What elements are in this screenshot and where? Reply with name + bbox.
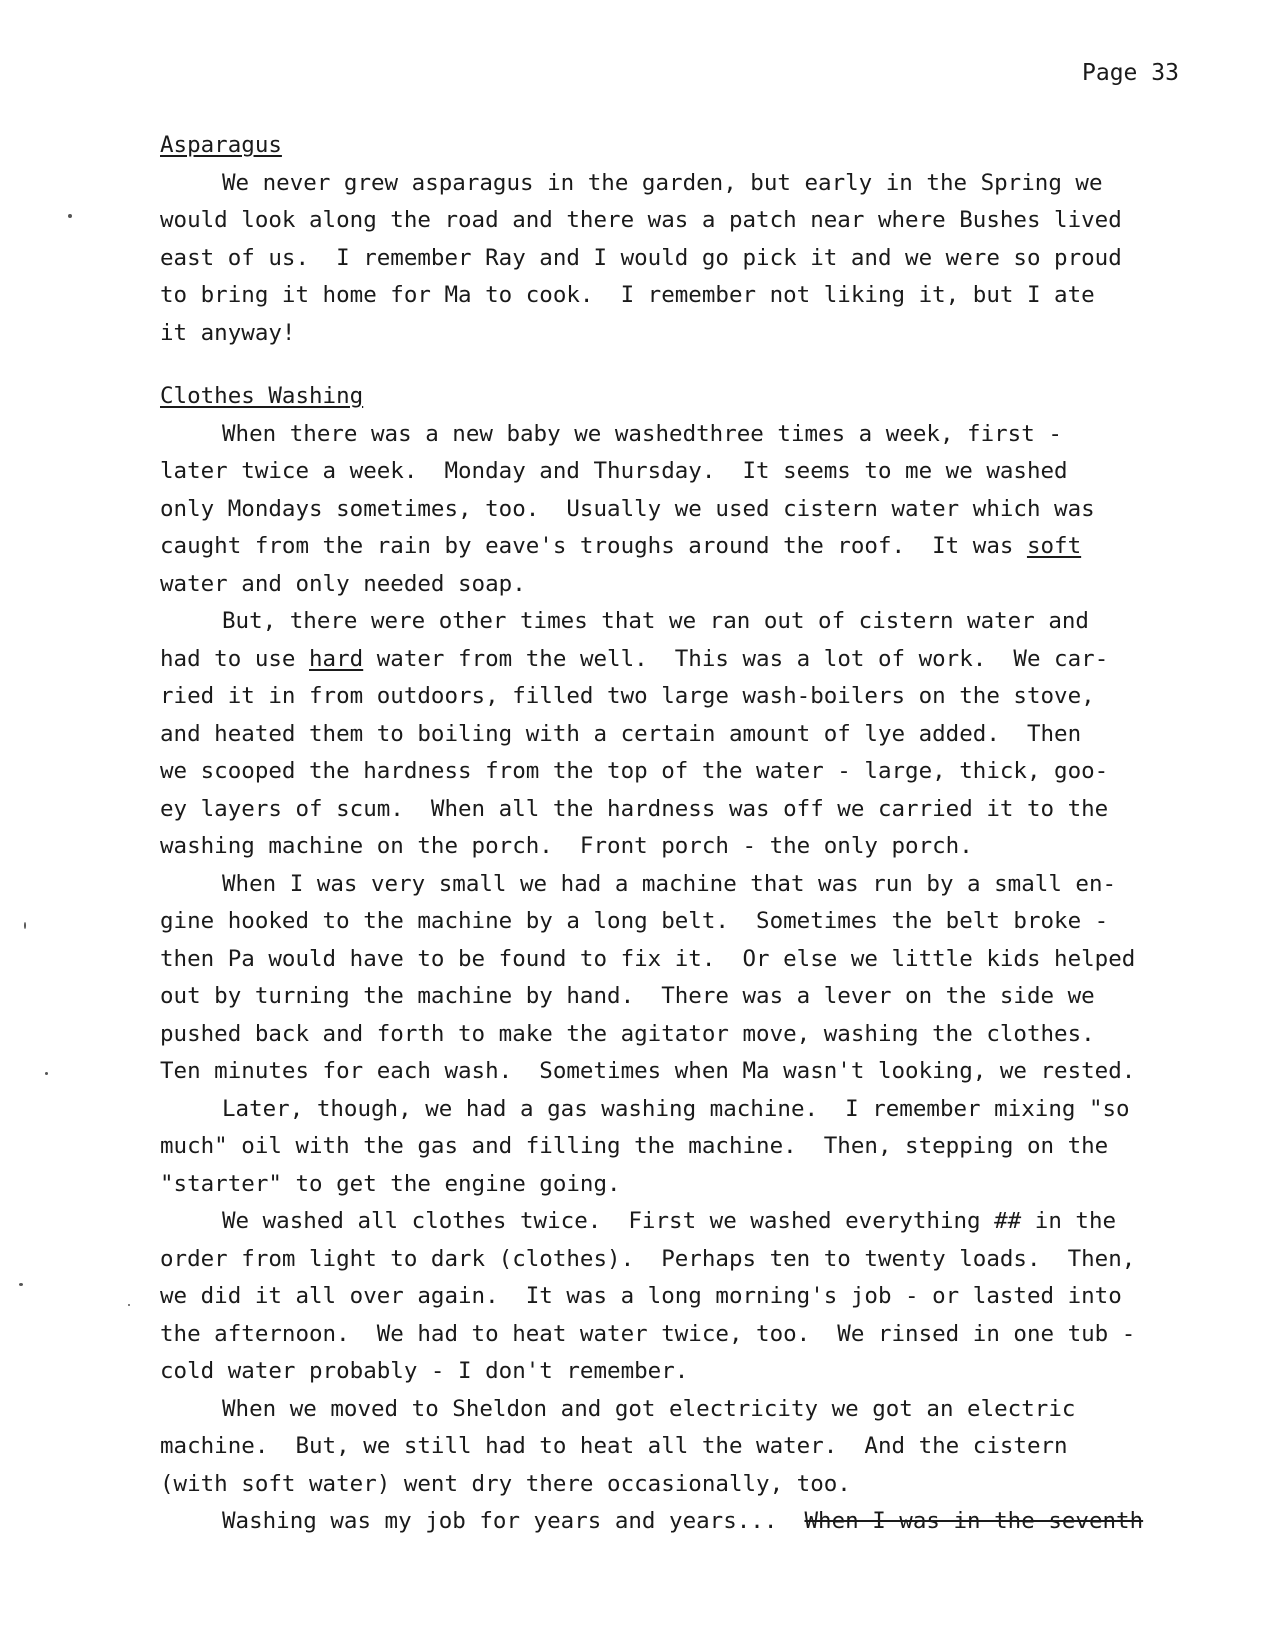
- section-heading: Clothes Washing: [160, 383, 364, 409]
- paragraph-line: the afternoon. We had to heat water twice, too. We rinsed in one tub -: [160, 1320, 1136, 1347]
- struck-out-text: When I was in the seventh: [804, 1508, 1144, 1534]
- section-heading: Asparagus: [160, 132, 282, 158]
- paragraph-line: it anyway!: [160, 319, 296, 346]
- scan-speck: [68, 214, 72, 218]
- paragraph-line: pushed back and forth to make the agitator move, washing the clothes.: [160, 1020, 1095, 1047]
- page-number: Page 33: [1082, 60, 1179, 86]
- line-text: had to use: [160, 645, 310, 672]
- paragraph-line: ey layers of scum. When all the hardness was off we carried it to the: [160, 795, 1109, 822]
- paragraph-line: water and only needed soap.: [160, 570, 526, 597]
- paragraph-line: we did it all over again. It was a long morning's job - or lasted into: [160, 1283, 1122, 1309]
- paragraph-line: much" oil with the gas and filling the machine. Then, stepping on the: [160, 1133, 1109, 1159]
- paragraph-line: [160, 1503, 1240, 1541]
- paragraph-line: would look along the road and there was a patch near where Bushes lived: [160, 207, 1122, 233]
- line-text: water from the well. This was a lot of work. We car-: [363, 645, 1109, 672]
- section-asparagus: [160, 127, 1240, 352]
- paragraph-line: out by turning the machine by hand. There was a lever on the side we: [160, 983, 1095, 1009]
- paragraph-line: ried it in from outdoors, filled two large wash-boilers on the stove,: [160, 683, 1095, 709]
- paragraph-line: When we moved to Sheldon and got electricity we got an electric: [222, 1395, 1076, 1422]
- paragraph-line: We washed all clothes twice. First we washed everything ## in the: [222, 1208, 1117, 1234]
- scan-speck: [45, 1072, 48, 1075]
- paragraph-line: gine hooked to the machine by a long belt. Sometimes the belt broke -: [160, 908, 1109, 934]
- paragraph-line: [160, 641, 1240, 679]
- underlined-word: soft: [1026, 533, 1082, 559]
- paragraph-line: When there was a new baby we washedthree times a week, first -: [222, 420, 1062, 447]
- scan-speck: [24, 922, 26, 929]
- paragraph-line: and heated them to boiling with a certain amount of lye added. Then: [160, 720, 1082, 747]
- paragraph-line: We never grew asparagus in the garden, but early in the Spring we: [222, 169, 1103, 196]
- paragraph-line: cold water probably - I don't remember.: [160, 1358, 689, 1384]
- paragraph-line: to bring it home for Ma to cook. I remember not liking it, but I ate: [160, 282, 1095, 308]
- underlined-word: hard: [309, 645, 364, 672]
- paragraph-line: washing machine on the porch. Front porch - the only porch.: [160, 833, 973, 859]
- paragraph-line: Later, though, we had a gas washing machine. I remember mixing "so: [222, 1095, 1130, 1122]
- paragraph-line: When I was very small we had a machine that was run by a small en-: [222, 870, 1117, 897]
- section-clothes-washing: [160, 378, 1240, 1541]
- paragraph-line: "starter" to get the engine going.: [160, 1170, 621, 1197]
- paragraph-line: order from light to dark (clothes). Perhaps ten to twenty loads. Then,: [160, 1245, 1136, 1272]
- paragraph-line: (with soft water) went dry there occasionally, too.: [160, 1470, 851, 1497]
- paragraph-line: only Mondays sometimes, too. Usually we used cistern water which was: [160, 495, 1095, 522]
- paragraph-line: Ten minutes for each wash. Sometimes when Ma wasn't looking, we rested.: [160, 1058, 1136, 1084]
- scan-speck: [128, 1304, 130, 1306]
- line-text: caught from the rain by eave's troughs around the roof. It was: [160, 533, 1027, 559]
- paragraph-line: But, there were other times that we ran out of cistern water and: [222, 608, 1089, 634]
- paragraph-line: east of us. I remember Ray and I would go pick it and we were so proud: [160, 244, 1122, 271]
- scan-speck: [19, 1283, 23, 1286]
- line-text: Washing was my job for years and years...: [222, 1508, 805, 1534]
- paragraph-line: we scooped the hardness from the top of the water - large, thick, goo-: [160, 758, 1109, 784]
- paragraph-line: later twice a week. Monday and Thursday. It seems to me we washed: [160, 458, 1068, 484]
- paragraph-line: [160, 528, 1240, 566]
- paragraph-line: machine. But, we still had to heat all the water. And the cistern: [160, 1433, 1068, 1459]
- paragraph-line: then Pa would have to be found to fix it. Or else we little kids helped: [160, 945, 1136, 972]
